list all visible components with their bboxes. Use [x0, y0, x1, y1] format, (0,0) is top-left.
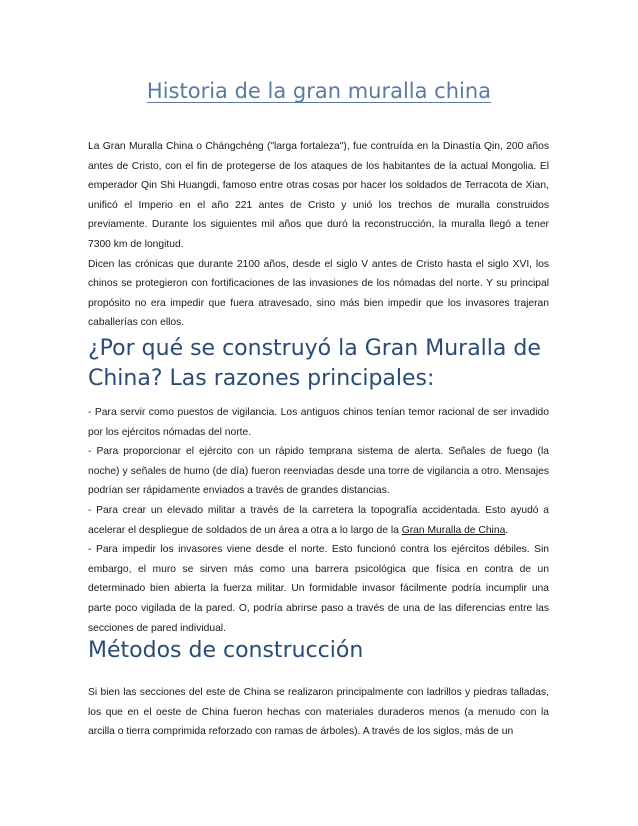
reason-item-3-text: - Para crear un elevado militar a través de la carretera la topografía accidentada. Esto ayudó a acelerar el despliegue de soldados de un área a otra a lo largo de la	[88, 504, 549, 536]
gran-muralla-link[interactable]: Gran Muralla de China	[401, 524, 506, 536]
reason-item-1: - Para servir como puestos de vigilancia. Los antiguos chinos tenían temor racional de ser invadido por los ejércitos nómadas del norte.	[88, 407, 549, 438]
intro-paragraph-1: La Gran Muralla China o Chángchéng ("larga fortaleza"), fue contruída en la Dinastía Qin, 200 años antes de Cristo, con el fin de protegerse de los ataques de los habitantes de la actual Mongolia. El emperador Qin Shi Huangdi, famoso entre otras cosas por hacer los soldados de Terracota de Xian, unificó el Imperio en el año 221 antes de Cristo y unió los trechos de muralla construidos previamente. Durante los siguientes mil años que duró la reconstrucción, la muralla llegó a tener 7300 km de longitud.	[88, 141, 549, 250]
intro-block	[88, 137, 549, 333]
section-heading-methods: Métodos de construcción	[88, 638, 364, 663]
document-title: Historia de la gran muralla china	[146, 79, 492, 103]
intro-paragraph-2: Dicen las crónicas que durante 2100 años, desde el siglo V antes de Cristo hasta el siglo XVI, los chinos se protegieron con fortificaciones de las invasiones de los nómadas del norte. Y su principal propósito no era impedir que fuera atravesado, sino más bien impedir que los invasores trajeran caballerías con ellos.	[88, 258, 549, 329]
reason-item-4: - Para impedir los invasores viene desde el norte. Esto funcionó contra los ejércitos débiles. Sin embargo, el muro se sirven más como una barrera psicológica que física en contra de un determinado bien abierta la fuerza militar. Un formidable invasor fácilmente podría incumplir una parte poco vigilada de la pared. O, podría abrirse paso a través de una de las diferencias entre las secciones de pared individual.	[88, 544, 549, 634]
reason-item-2: - Para proporcionar el ejército con un rápido temprana sistema de alerta. Señales de fuego (la noche) y señales de humo (de día) fueron reenviadas desde una torre de vigilancia a otro. Mensajes podrían ser rápidamente enviados a través de grandes distancias.	[88, 446, 549, 497]
reason-item-3-end: .	[505, 524, 509, 536]
methods-block	[88, 683, 549, 742]
section-heading-reasons: ¿Por qué se construyó la Gran Muralla de China? Las razones principales:	[88, 336, 541, 391]
reason-item-3	[88, 501, 549, 540]
reasons-block	[88, 403, 549, 638]
methods-paragraph: Si bien las secciones del este de China se realizaron principalmente con ladrillos y piedras talladas, los que en el oeste de China fueron hechas con materiales duraderos menos (a menudo con la arcilla o tierra comprimida reforzado con ramas de árboles). A través de los siglos, más de un	[88, 687, 549, 738]
